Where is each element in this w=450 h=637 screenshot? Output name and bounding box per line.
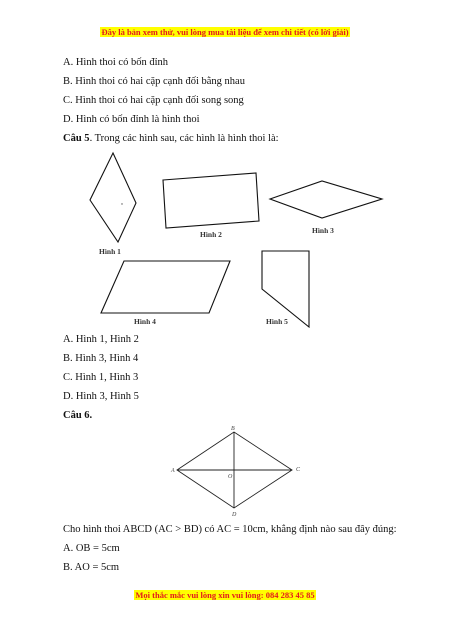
q5-option-c: C. Hình 1, Hình 3	[63, 372, 139, 383]
figure-5-label: Hình 5	[266, 317, 288, 326]
point-b-label: B	[231, 426, 235, 432]
header-notice: Đây là bản xem thử, vui lòng mua tài liệu để xem chi tiết (có lời giải)	[101, 27, 349, 37]
q5-option-a: A. Hình 1, Hình 2	[63, 334, 139, 345]
figure-3-label: Hình 3	[312, 226, 334, 235]
q4-option-a: A. Hình thoi có bốn đỉnh	[63, 57, 168, 68]
figure-2-label: Hình 2	[200, 230, 222, 239]
q6-option-b: B. AO = 5cm	[63, 562, 120, 573]
q4-option-d: D. Hình có bốn đỉnh là hình thoi	[63, 114, 200, 125]
q5-text: . Trong các hình sau, các hình là hình thoi là:	[89, 133, 279, 144]
q4-option-c: C. Hình thoi có hai cặp cạnh đối song song	[63, 95, 244, 106]
q6-question: Cho hình thoi ABCD (AC > BD) có AC = 10cm, khẳng định nào sau đây đúng:	[63, 524, 397, 535]
q5-label: Câu 5	[63, 133, 90, 144]
q6-label: Câu 6.	[63, 410, 93, 421]
figure-4-label: Hình 4	[134, 317, 156, 326]
point-d-label: D	[232, 512, 237, 518]
point-o-label: O	[228, 474, 233, 480]
q6-option-a: A. OB = 5cm	[63, 543, 120, 554]
figure-1-label: Hình 1	[99, 247, 121, 256]
point-c-label: C	[296, 467, 301, 473]
q5-option-b: B. Hình 3, Hình 4	[63, 353, 139, 364]
point-a-label: A	[171, 468, 175, 474]
q5-option-d: D. Hình 3, Hình 5	[63, 391, 139, 402]
footer-notice: Mọi thắc mắc vui lòng xin vui lòng: 084 283 45 85	[135, 590, 315, 600]
q4-option-b: B. Hình thoi có hai cặp cạnh đối bằng nhau	[63, 76, 245, 87]
